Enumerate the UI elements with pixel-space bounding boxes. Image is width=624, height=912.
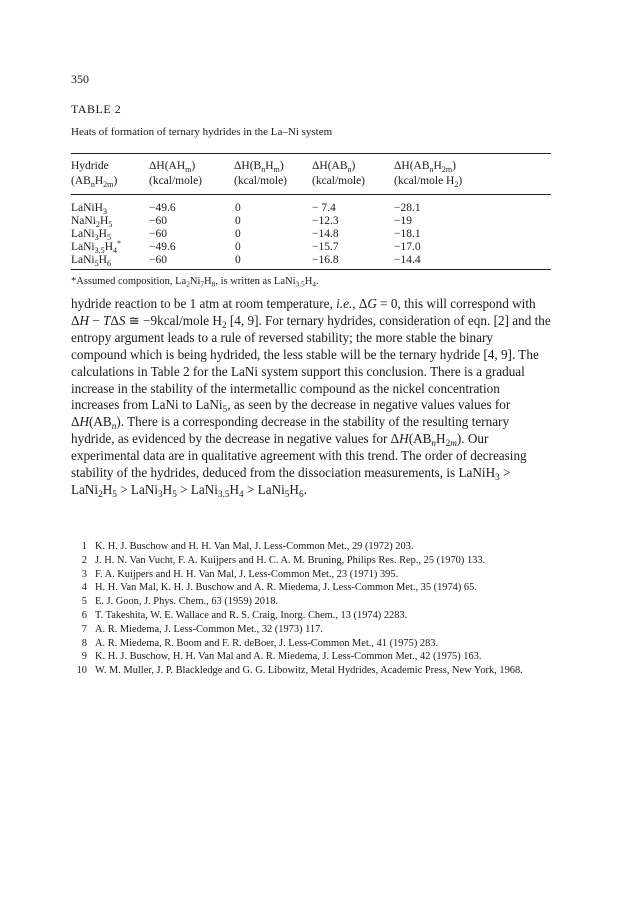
header-line-2: (kcal/mole) bbox=[312, 175, 366, 187]
cell-dh-abnh2m: −18.1 bbox=[394, 228, 421, 240]
reference-item bbox=[71, 623, 551, 637]
cell-hydride: LaNiH$_3$ bbox=[71, 202, 107, 216]
cell-hydride: $LaNi_{3.5}H_4^*$ bbox=[71, 238, 122, 255]
cell-dh-ahm: −49.6 bbox=[149, 202, 176, 214]
cell-dh-abn: −12.3 bbox=[312, 215, 339, 227]
cell-dh-abn: −16.8 bbox=[312, 254, 339, 266]
reference-number: 9 bbox=[81, 651, 87, 663]
table-header-cell bbox=[234, 159, 287, 189]
reference-text: A. R. Miedema, R. Boom and F. R. deBoer, J. Less-Common Met., 41 (1975) 283. bbox=[95, 637, 439, 649]
reference-text: K. H. J. Buschow and H. H. Van Mal, J. Less-Common Met., 29 (1972) 203. bbox=[95, 541, 414, 552]
header-line-1: $\Delta H(B_nH_m)$ bbox=[234, 160, 284, 174]
cell-dh-abn: − 7.4 bbox=[312, 202, 336, 214]
table-header-cell bbox=[149, 159, 202, 189]
table-row bbox=[71, 254, 551, 267]
body-paragraph bbox=[71, 296, 551, 499]
reference-item bbox=[71, 650, 551, 664]
reference-text: H. H. Van Mal, K. H. J. Buschow and A. R. Miedema, J. Less-Common Met., 35 (1974) 65. bbox=[95, 582, 477, 594]
reference-text: W. M. Muller, J. P. Blackledge and G. G. Libowitz, Metal Hydrides, Academic Press, New York, 1968. bbox=[95, 665, 523, 677]
cell-dh-ahm: −60 bbox=[149, 228, 167, 240]
reference-text: K. H. J. Buschow, H. H. Van Mal and A. R. Miedema, J. Less-Common Met., 42 (1975) 163. bbox=[95, 651, 482, 663]
header-line-1: Hydride bbox=[71, 160, 109, 172]
reference-item bbox=[71, 595, 551, 609]
cell-dh-ahm: −60 bbox=[149, 215, 167, 227]
table-header-cell bbox=[312, 159, 365, 189]
cell-dh-bnhm: 0 bbox=[235, 202, 241, 214]
table-header-rule bbox=[71, 194, 551, 195]
reference-number: 10 bbox=[76, 665, 87, 677]
reference-item bbox=[71, 540, 551, 554]
reference-item bbox=[71, 664, 551, 678]
table-header-cell bbox=[394, 159, 462, 189]
reference-item bbox=[71, 581, 551, 595]
header-line-2: $(AB_nH_{2m})$ bbox=[71, 175, 118, 189]
reference-number: 1 bbox=[81, 541, 87, 552]
table-row bbox=[71, 238, 551, 255]
cell-dh-bnhm: 0 bbox=[235, 241, 241, 253]
reference-number: 6 bbox=[81, 609, 87, 621]
table-top-rule bbox=[71, 153, 551, 154]
table-bottom-rule bbox=[71, 269, 551, 270]
cell-dh-bnhm: 0 bbox=[235, 254, 241, 266]
cell-dh-abnh2m: −28.1 bbox=[394, 202, 421, 214]
reference-number: 7 bbox=[81, 623, 87, 635]
reference-item bbox=[71, 637, 551, 651]
reference-item bbox=[71, 568, 551, 582]
cell-dh-ahm: −49.6 bbox=[149, 241, 176, 253]
table-caption: Heats of formation of ternary hydrides in the La–Ni system bbox=[71, 126, 333, 138]
reference-text: A. R. Miedema, J. Less-Common Met., 32 (1973) 117. bbox=[95, 623, 323, 635]
reference-number: 3 bbox=[81, 568, 87, 580]
cell-dh-bnhm: 0 bbox=[235, 215, 241, 227]
reference-number: 4 bbox=[81, 582, 87, 594]
reference-item bbox=[71, 609, 551, 623]
reference-number: 2 bbox=[81, 554, 87, 566]
cell-dh-abn: −14.8 bbox=[312, 228, 339, 240]
reference-text: E. J. Goon, J. Phys. Chem., 63 (1959) 2018. bbox=[95, 596, 278, 608]
reference-number: 8 bbox=[81, 637, 87, 649]
table-row bbox=[71, 228, 551, 241]
header-line-1: $\Delta H(AB_n)$ bbox=[312, 160, 356, 174]
header-line-2: (kcal/mole $H_2$) bbox=[394, 175, 463, 189]
cell-hydride: $LaNi_5H_6$ bbox=[71, 254, 112, 268]
cell-dh-abn: −15.7 bbox=[312, 241, 339, 253]
reference-text: T. Takeshita, W. E. Wallace and R. S. Craig, Inorg. Chem., 13 (1974) 2283. bbox=[95, 609, 408, 621]
table-footnote: *Assumed composition, $La_2Ni_7H_8$, is written as $LaNi_{3.5}H_4$. bbox=[71, 276, 319, 289]
reference-number: 5 bbox=[81, 596, 87, 608]
cell-dh-abnh2m: −14.4 bbox=[394, 254, 421, 266]
cell-hydride: $LaNi_3H_5$ bbox=[71, 228, 112, 242]
reference-text: F. A. Kuijpers and H. H. Van Mal, J. Less-Common Met., 23 (1971) 395. bbox=[95, 568, 399, 580]
paragraph-text: hydride reaction to be 1 atm at room temperature, i.e., ΔG = 0, this will correspond with ΔH − TΔS ≅ −9kcal/mole $H_2$ [4, 9]. For ternary hydrides, consideration of eqn. [2] and the entropy argument leads to a rule of reversed stability; the more stable the binary compound which is being hydrided, the less stable will be the ternary hydride [4, 9]. The calculations in Table 2 for the LaNi system support this conclusion. There is a gradual increase in the stability of the intermetallic compound as the nickel concentration increases from LaNi to LaNi$_5$, as seen by the decrease in negative values values for $\Delta H(AB_n)$. There is a corresponding decrease in the stability of the resulting ternary hydride, as evidenced by the decrease in negative values for $\Delta H(AB_nH_{2m})$. Our experimental data are in qualitative agreement with this trend. The order of decreasing stability of the hydrides, deduced from the dissociation measurements, is LaNiH$_3$ > $LaNi_2H_5$ > $LaNi_3H_5$ > $LaNi_{3.5}H_4$ > $LaNi_5H_6$. bbox=[71, 296, 551, 500]
header-line-2: (kcal/mole) bbox=[149, 175, 203, 187]
page-number: 350 bbox=[71, 72, 89, 86]
header-line-2: (kcal/mole) bbox=[234, 175, 288, 187]
reference-text: J. H. N. Van Vucht, F. A. Kuijpers and H. C. A. M. Bruning, Philips Res. Rep., 25 (1970) 133. bbox=[95, 554, 486, 566]
header-line-1: $\Delta H(AH_m)$ bbox=[149, 160, 196, 174]
table-row bbox=[71, 215, 551, 228]
reference-item bbox=[71, 554, 551, 568]
reference-list bbox=[71, 540, 551, 678]
cell-hydride: $NaNi_2H_5$ bbox=[71, 215, 113, 229]
cell-dh-ahm: −60 bbox=[149, 254, 167, 266]
header-line-1: $\Delta H(AB_nH_{2m})$ bbox=[394, 160, 456, 174]
cell-dh-abnh2m: −17.0 bbox=[394, 241, 421, 253]
table-row bbox=[71, 202, 551, 215]
table-label: TABLE 2 bbox=[71, 102, 122, 116]
cell-dh-bnhm: 0 bbox=[235, 228, 241, 240]
table-header-cell bbox=[71, 159, 117, 189]
cell-dh-abnh2m: −19 bbox=[394, 215, 412, 227]
